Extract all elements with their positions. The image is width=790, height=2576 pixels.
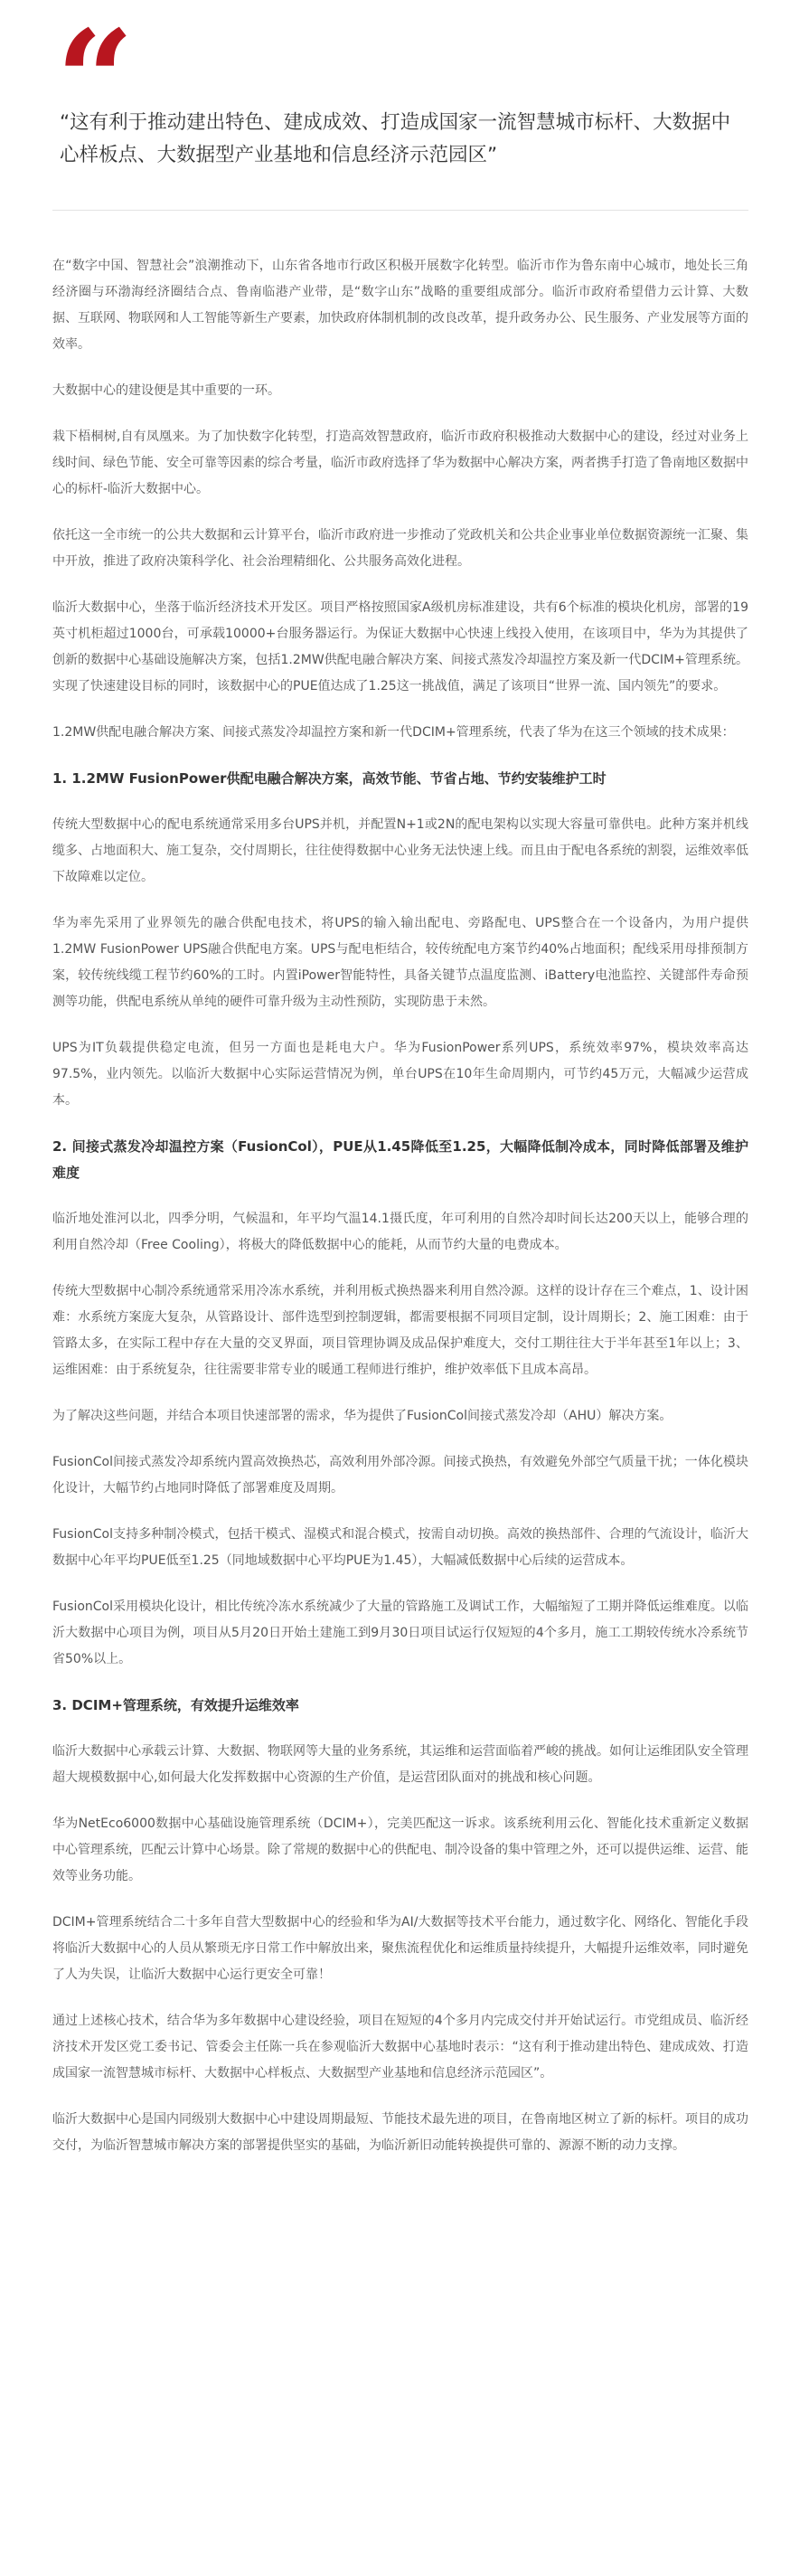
paragraph: 临沂大数据中心承载云计算、大数据、物联网等大量的业务系统，其运维和运营面临着严峻的挑战。如何让运维团队安全管理超大规模数据中心,如何最大化发挥数据中心资源的生产价值，是运营团队面对的挑战和核心问题。: [52, 1744, 748, 1785]
paragraph: FusionCol支持多种制冷模式，包括干模式、湿模式和混合模式，按需自动切换。高效的换热部件、合理的气流设计，临沂大数据中心年平均PUE低至1.25（同地域数据中心平均PUE为1.45），大幅减低数据中心后续的运营成本。: [52, 1527, 748, 1568]
paragraph: DCIM+管理系统结合二十多年自营大型数据中心的经验和华为AI/大数据等技术平台能力，通过数字化、网络化、智能化手段将临沂大数据中心的人员从繁琐无序日常工作中解放出来，聚焦流程优化和运维质量持续提升，大幅提升运维效率，同时避免了人为失误，让临沂大数据中心运行更安全可靠！: [52, 1915, 748, 1982]
paragraph: FusionCol间接式蒸发冷却系统内置高效换热芯，高效利用外部冷源。间接式换热，有效避免外部空气质量干扰；一体化模块化设计，大幅节约占地同时降低了部署难度及周期。: [52, 1455, 748, 1496]
paragraph: 通过上述核心技术，结合华为多年数据中心建设经验，项目在短短的4个多月内完成交付并开始试运行。市党组成员、临沂经济技术开发区党工委书记、管委会主任陈一兵在参观临沂大数据中心基地时表示：“这有利于推动建出特色、建成成效、打造成国家一流智慧城市标杆、大数据中心样板点、大数据型产业基地和信息经济示范园区”。: [52, 2014, 748, 2081]
paragraph: 1.2MW供配电融合解决方案、间接式蒸发冷却温控方案和新一代DCIM+管理系统，代表了华为在这三个领域的技术成果：: [52, 725, 735, 740]
paragraph: 临沂大数据中心是国内同级别大数据中心中建设周期最短、节能技术最先进的项目，在鲁南地区树立了新的标杆。项目的成功交付，为临沂智慧城市解决方案的部署提供坚实的基础，为临沂新旧动能转换提供可靠的、源源不断的动力支撑。: [52, 2112, 748, 2153]
divider: [52, 210, 748, 211]
paragraph: 依托这一全市统一的公共大数据和云计算平台，临沂市政府进一步推动了党政机关和公共企业事业单位数据资源统一汇聚、集中开放，推进了政府决策科学化、社会治理精细化、公共服务高效化进程。: [52, 528, 748, 569]
section-heading: 2. 间接式蒸发冷却温控方案（FusionCol），PUE从1.45降低至1.25，大幅降低制冷成本，同时降低部署及维护难度: [52, 1138, 748, 1181]
paragraph: FusionCol采用模块化设计，相比传统冷冻水系统减少了大量的管路施工及调试工作，大幅缩短了工期并降低运维难度。以临沂大数据中心项目为例，项目从5月20日开始土建施工到9月30日项目试运行仅短短的4个多月，施工工期较传统水冷系统节省50%以上。: [52, 1599, 748, 1666]
paragraph: 传统大型数据中心的配电系统通常采用多台UPS并机，并配置N+1或2N的配电架构以实现大容量可靠供电。此种方案并机线缆多、占地面积大、施工复杂，交付周期长，往往使得数据中心业务无法快速上线。而且由于配电各系统的割裂，运维效率低下故障难以定位。: [52, 817, 748, 884]
paragraph: 临沂大数据中心，坐落于临沂经济技术开发区。项目严格按照国家A级机房标准建设，共有6个标准的模块化机房，部署的19英寸机柜超过1000台，可承载10000+台服务器运行。为保证大数据中心快速上线投入使用，在该项目中，华为为其提供了创新的数据中心基础设施解决方案，包括1.2MW供配电融合解决方案、间接式蒸发冷却温控方案及新一代DCIM+管理系统。实现了快速建设目标的同时，该数据中心的PUE值达成了1.25这一挑战值，满足了该项目“世界一流、国内领先”的要求。: [52, 600, 748, 694]
paragraph: UPS为IT负载提供稳定电流，但另一方面也是耗电大户。华为FusionPower系列UPS，系统效率97%，模块效率高达97.5%，业内领先。以临沂大数据中心实际运营情况为例，单台UPS在10年生命周期内，可节约45万元，大幅减少运营成本。: [52, 1041, 748, 1108]
paragraph: 大数据中心的建设便是其中重要的一环。: [52, 383, 280, 398]
paragraph: 临沂地处淮河以北，四季分明，气候温和，年平均气温14.1摄氏度，年可利用的自然冷却时间长达200天以上，能够合理的利用自然冷却（Free Cooling），将极大的降低数据中心的能耗，从而节约大量的电费成本。: [52, 1212, 748, 1252]
paragraph: 在“数字中国、智慧社会”浪潮推动下，山东省各地市行政区积极开展数字化转型。临沂市作为鲁东南中心城市，地处长三角经济圈与环渤海经济圈结合点、鲁南临港产业带，是“数字山东”战略的重要组成部分。临沂市政府希望借力云计算、大数据、互联网、物联网和人工智能等新生产要素，加快政府体制机制的改良改革，提升政务办公、民生服务、产业发展等方面的效率。: [52, 259, 748, 352]
section-heading: 3. DCIM+管理系统，有效提升运维效率: [52, 1697, 299, 1713]
paragraph: 华为率先采用了业界领先的融合供配电技术，将UPS的输入输出配电、旁路配电、UPS整合在一个设备内，为用户提供1.2MW FusionPower UPS融合供配电方案。UPS与配电柜结合，较传统配电方案节约40%占地面积；配线采用母排预制方案，较传统线缆工程节约60%的工时。内置iPower智能特性，具备关键节点温度监测、iBattery电池监控、关键部件寿命预测等功能，供配电系统从单纯的硬件可靠升级为主动性预防，实现防患于未然。: [52, 916, 748, 1009]
paragraph: 栽下梧桐树,自有凤凰来。为了加快数字化转型，打造高效智慧政府，临沂市政府积极推动大数据中心的建设，经过对业务上线时间、绿色节能、安全可靠等因素的综合考量，临沂市政府选择了华为数据中心解决方案，两者携手打造了鲁南地区数据中心的标杆-临沂大数据中心。: [52, 429, 748, 496]
section-heading: 1. 1.2MW FusionPower供配电融合解决方案，高效节能、节省占地、节约安装维护工时: [52, 770, 607, 787]
quote-mark-icon: “: [56, 1, 127, 160]
paragraph: 为了解决这些问题，并结合本项目快速部署的需求，华为提供了FusionCol间接式蒸发冷却（AHU）解决方案。: [52, 1409, 672, 1423]
paragraph: 传统大型数据中心制冷系统通常采用冷冻水系统，并利用板式换热器来利用自然冷源。这样的设计存在三个难点，1、设计困难：水系统方案庞大复杂，从管路设计、部件选型到控制逻辑，都需要根据不同项目定制，设计周期长；2、施工困难：由于管路太多，在实际工程中存在大量的交叉界面，项目管理协调及成品保护难度大，交付工期往往大于半年甚至1年以上；3、运维困难：由于系统复杂，往往需要非常专业的暖通工程师进行维护，维护效率低下且成本高昂。: [52, 1284, 748, 1377]
article-body: [52, 253, 748, 2179]
paragraph: 华为NetEco6000数据中心基础设施管理系统（DCIM+），完美匹配这一诉求。该系统利用云化、智能化技术重新定义数据中心管理系统，匹配云计算中心场景。除了常规的数据中心的供配电、制冷设备的集中管理之外，还可以提供运维、运营、能效等业务功能。: [52, 1816, 748, 1883]
pull-quote: “这有利于推动建出特色、建成成效、打造成国家一流智慧城市标杆、大数据中心样板点、大数据型产业基地和信息经济示范园区”: [60, 111, 731, 166]
